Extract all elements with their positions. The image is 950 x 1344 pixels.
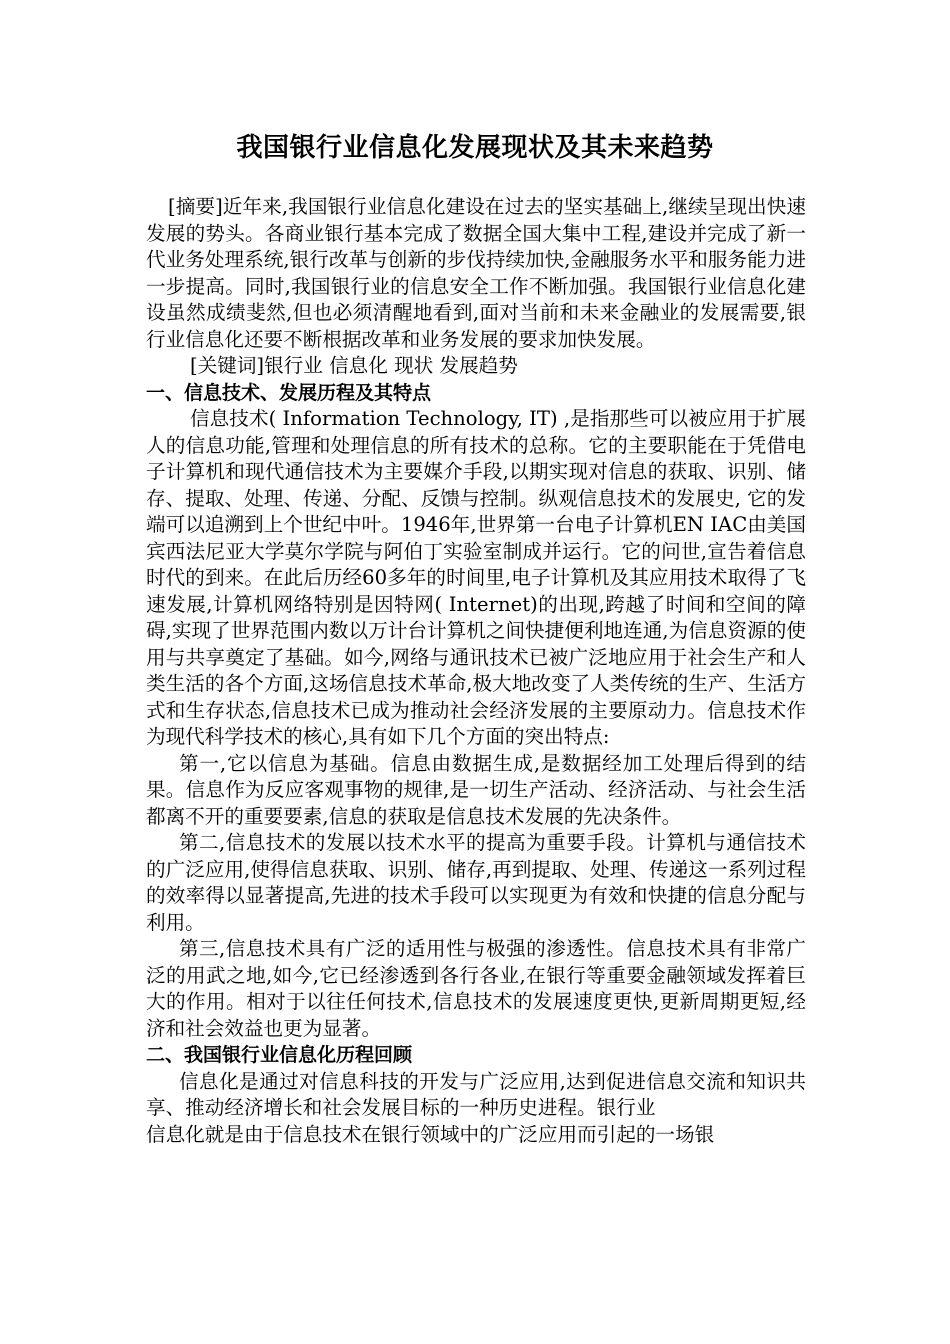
section1-paragraph-3: 第二,信息技术的发展以技术水平的提高为重要手段。计算机与通信技术的广泛应用,使得信息获取、识别、储存,再到提取、处理、传递这一系列过程的效率得以显著提高,先进的技术手段可以实现更为有效和快捷的信息分配与利用。 <box>146 831 806 934</box>
document-body <box>146 194 806 1148</box>
section2-paragraph-1: 信息化是通过对信息科技的开发与广泛应用,达到促进信息交流和知识共享、推动经济增长和社会发展目标的一种历史进程。银行业 <box>146 1069 806 1119</box>
abstract-paragraph: [摘要]近年来,我国银行业信息化建设在过去的坚实基础上,继续呈现出快速发展的势头。各商业银行基本完成了数据全国大集中工程,建设并完成了新一代业务处理系统,银行改革与创新的步伐持续加快,金融服务水平和服务能力进一步提高。同时,我国银行业的信息安全工作不断加强。我国银行业信息化建设虽然成绩斐然,但也必须清醒地看到,面对当前和未来金融业的发展需要,银行业信息化还要不断根据改革和业务发展的要求加快发展。 <box>146 195 806 351</box>
section1-paragraph-1: 信息技术( Information Technology, IT) ,是指那些可以被应用于扩展人的信息功能,管理和处理信息的所有技术的总称。它的主要职能在于凭借电子计算机和现代通信技术为主要媒介手段,以期实现对信息的获取、识别、储存、提取、处理、传递、分配、反馈与控制。纵观信息技术的发展史, 它的发端可以追溯到上个世纪中叶。1946年,世界第一台电子计算机EN IAC由美国宾西法尼亚大学莫尔学院与阿伯丁实验室制成并运行。它的问世,宣告着信息时代的到来。在此后历经60多年的时间里,电子计算机及其应用技术取得了飞速发展,计算机网络特别是因特网( Internet)的出现,跨越了时间和空间的障碍,实现了世界范围内数以万计台计算机之间快捷便利地连通,为信息资源的使用与共享奠定了基础。如今,网络与通讯技术已被广泛地应用于社会生产和人类生活的各个方面,这场信息技术革命,极大地改变了人类传统的生产、生活方式和生存状态,信息技术已成为推动社会经济发展的主要原动力。信息技术作为现代科学技术的核心,具有如下几个方面的突出特点: <box>146 407 806 748</box>
document-title: 我国银行业信息化发展现状及其未来趋势 <box>236 133 714 163</box>
section2-paragraph-2: 信息化就是由于信息技术在银行领域中的广泛应用而引起的一场银 <box>146 1122 715 1146</box>
section-heading-2: 二、我国银行业信息化历程回顾 <box>146 1044 413 1066</box>
section1-paragraph-2: 第一,它以信息为基础。信息由数据生成,是数据经加工处理后得到的结果。信息作为反应客观事物的规律,是一切生产活动、经济活动、与社会生活都离不开的重要要素,信息的获取是信息技术发展的先决条件。 <box>146 751 806 828</box>
section1-paragraph-4: 第三,信息技术具有广泛的适用性与极强的渗透性。信息技术具有非常广泛的用武之地,如今,它已经渗透到各行各业,在银行等重要金融领域发挥着巨大的作用。相对于以往任何技术,信息技术的发展速度更快,更新周期更短,经济和社会效益也更为显著。 <box>146 937 806 1040</box>
section-heading-1: 一、信息技术、发展历程及其特点 <box>146 381 432 404</box>
keywords-line: [关键词]银行业 信息化 现状 发展趋势 <box>190 354 518 377</box>
